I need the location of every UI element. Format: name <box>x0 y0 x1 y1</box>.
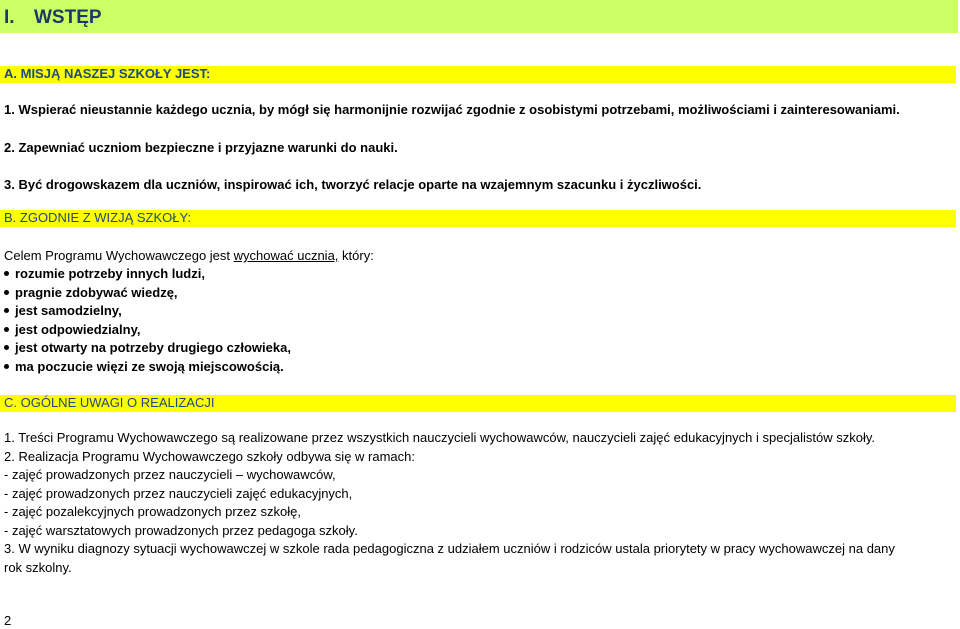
mission-item: 2. Zapewniać uczniom bezpieczne i przyjazne warunki do nauki. <box>4 140 398 155</box>
remarks-line: - zajęć warsztatowych prowadzonych przez pedagoga szkoły. <box>4 523 358 538</box>
remarks-line: - zajęć pozalekcyjnych prowadzonych przez szkołę, <box>4 504 301 519</box>
remarks-line: 3. W wyniku diagnozy sytuacji wychowawczej w szkole rada pedagogiczna z udziałem uczniów i rodziców ustala priorytety w pracy wychowawczej na dany <box>4 541 895 556</box>
vision-intro-underlined: wychować ucznia, <box>233 248 339 263</box>
section-b-heading: B. ZGODNIE Z WIZJĄ SZKOŁY: <box>4 210 192 225</box>
remarks-line: 2. Realizacja Programu Wychowawczego szkoły odbywa się w ramach: <box>4 449 415 464</box>
remarks-line: - zajęć prowadzonych przez nauczycieli zajęć edukacyjnych, <box>4 486 353 501</box>
mission-item: 1. Wspierać nieustannie każdego ucznia, by mógł się harmonijnie rozwijać zgodnie z osobistymi potrzebami, możliwościami i zainteresowaniami. <box>4 102 900 117</box>
vision-intro-suffix: który: <box>338 248 374 263</box>
remarks-line: rok szkolny. <box>4 560 72 575</box>
bullet-dot-icon <box>4 308 9 313</box>
vision-intro <box>4 248 374 264</box>
bullet-dot-icon <box>4 345 9 350</box>
vision-intro-prefix: Celem Programu Wychowawczego jest <box>4 248 234 263</box>
bullet-dot-icon <box>4 327 9 332</box>
page-number: 2 <box>4 613 12 628</box>
page-title: WSTĘP <box>34 7 102 28</box>
bullet-dot-icon <box>4 290 9 295</box>
bullet-dot-icon <box>4 271 9 276</box>
mission-item: 3. Być drogowskazem dla uczniów, inspirować ich, tworzyć relacje oparte na wzajemnym szacunku i życzliwości. <box>4 177 702 192</box>
bullet-dot-icon <box>4 364 9 369</box>
vision-bullet: ma poczucie więzi ze swoją miejscowością. <box>4 359 284 375</box>
section-a-heading: A. MISJĄ NASZEJ SZKOŁY JEST: <box>4 66 211 81</box>
vision-bullet: jest odpowiedzialny, <box>4 322 140 338</box>
vision-bullet: pragnie zdobywać wiedzę, <box>4 285 178 301</box>
remarks-line: 1. Treści Programu Wychowawczego są realizowane przez wszystkich nauczycieli wychowawców, nauczycieli zajęć edukacyjnych i specjalistów szkoły. <box>4 430 875 445</box>
vision-bullet: jest samodzielny, <box>4 303 122 319</box>
section-c-heading: C. OGÓLNE UWAGI O REALIZACJI <box>4 395 215 410</box>
vision-bullet: jest otwarty na potrzeby drugiego człowieka, <box>4 340 291 356</box>
title-band <box>0 0 958 33</box>
remarks-line: - zajęć prowadzonych przez nauczycieli – wychowawców, <box>4 467 336 482</box>
section-number: I. <box>4 7 15 28</box>
vision-bullet: rozumie potrzeby innych ludzi, <box>4 266 205 282</box>
